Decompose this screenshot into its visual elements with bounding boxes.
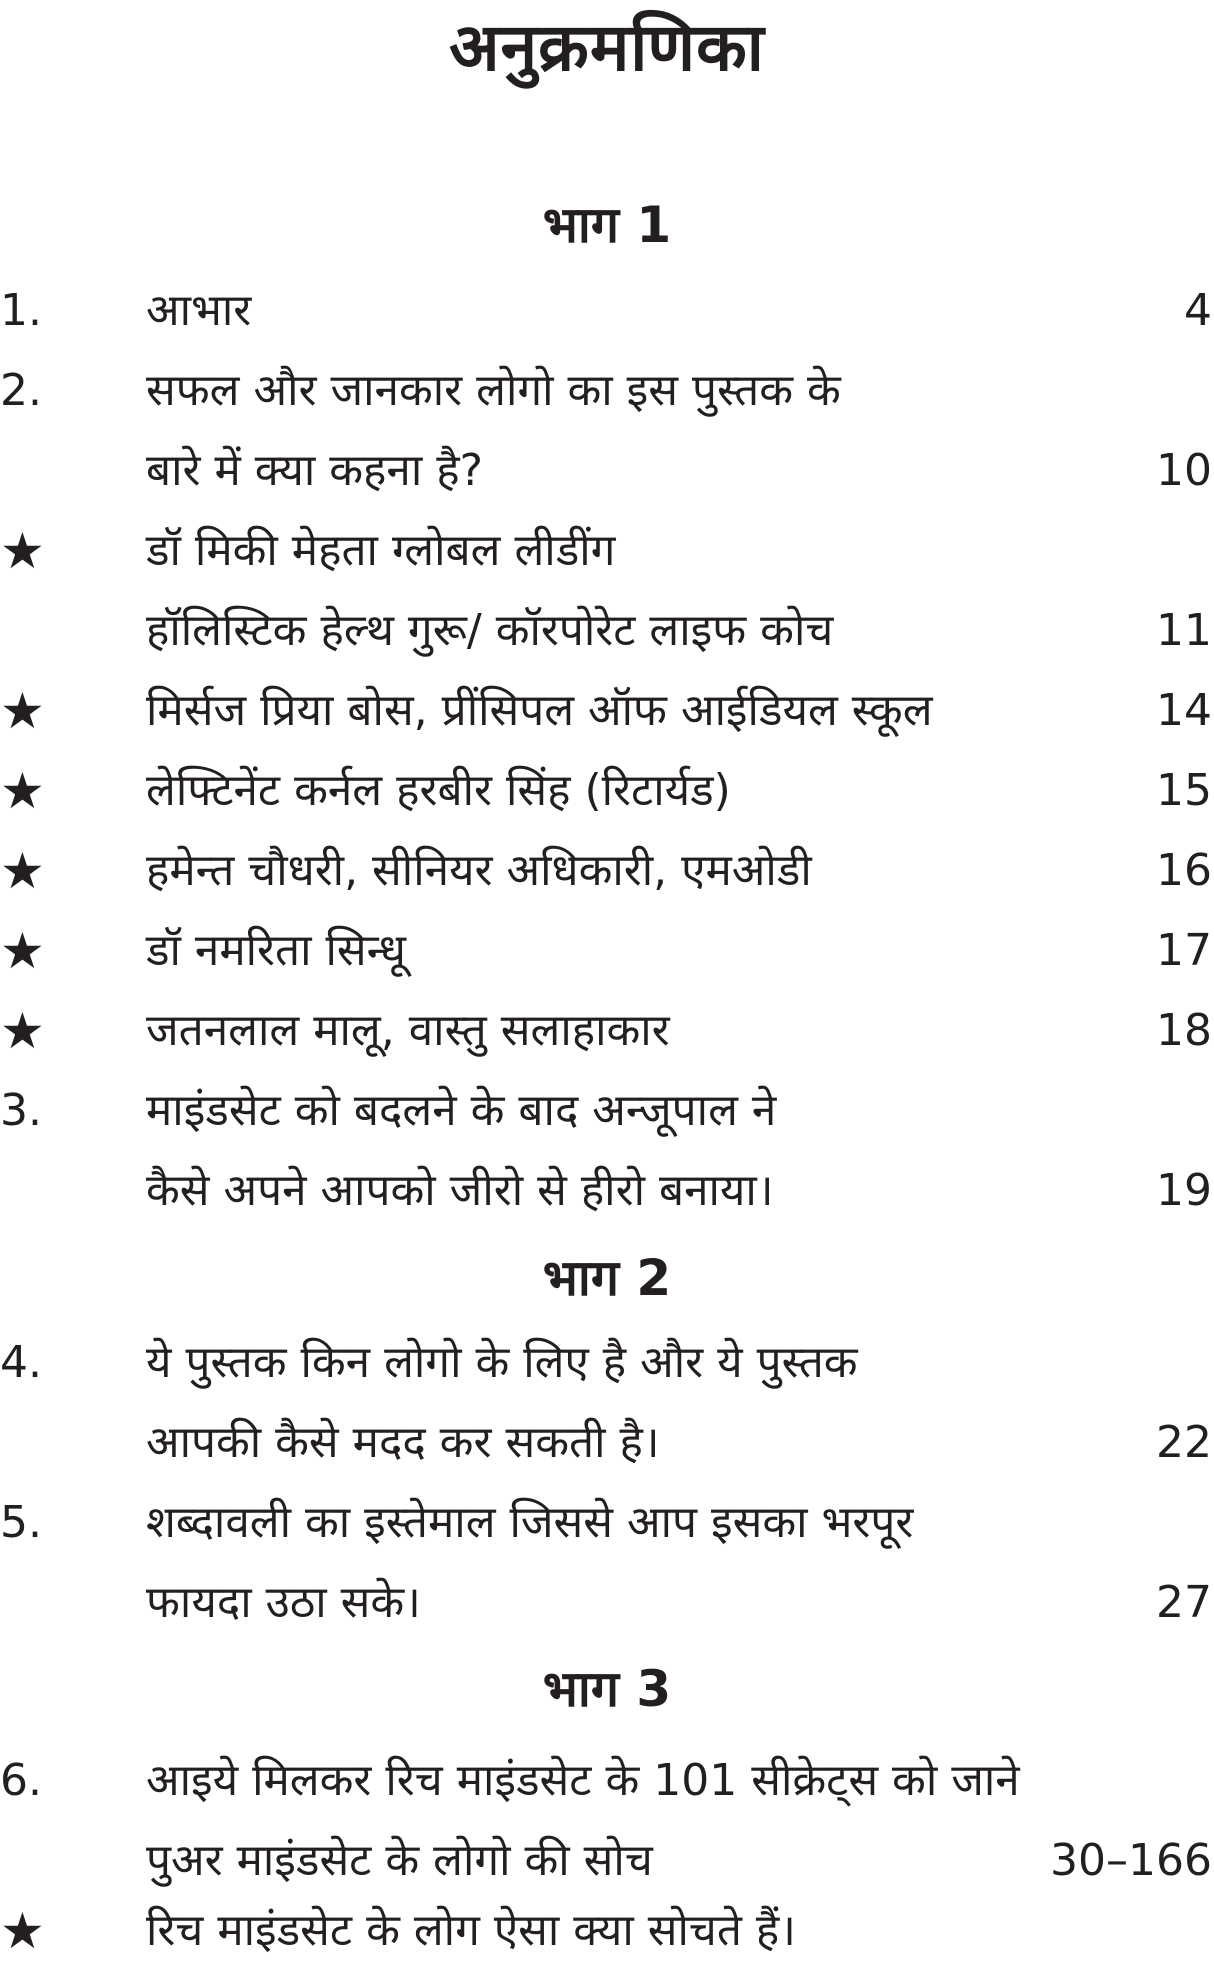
entry-number: 6. <box>0 1755 42 1806</box>
part-heading: भाग 3 <box>542 1660 672 1718</box>
entry-title: फायदा उठा सके। <box>146 1577 421 1628</box>
entry-title: हमेन्त चौधरी, सीनियर अधिकारी, एमओडी <box>146 845 812 896</box>
entry-title: माइंडसेट को बदलने के बाद अन्जूपाल ने <box>146 1085 777 1136</box>
star-icon: ★ <box>0 1002 45 1060</box>
entry-page-number: 4 <box>1184 285 1212 336</box>
entry-page-number: 22 <box>1156 1417 1212 1468</box>
entry-page-number: 14 <box>1156 685 1212 736</box>
star-icon: ★ <box>0 1902 45 1960</box>
entry-title: डॉ मिकी मेहता ग्लोबल लीडींग <box>146 525 616 576</box>
entry-title: डॉ नमरिता सिन्धू <box>146 925 406 976</box>
entry-title: बारे में क्या कहना है? <box>146 445 483 496</box>
toc-entry-continuation[interactable] <box>0 432 1214 510</box>
entry-title: आइये मिलकर रिच माइंडसेट के 101 सीक्रेट्स को जाने <box>146 1755 1020 1806</box>
entry-page-number: 11 <box>1156 605 1212 656</box>
part-heading: भाग 1 <box>542 196 672 254</box>
page-title: अनुक्रमणिका <box>449 9 765 86</box>
entry-page-number: 27 <box>1156 1577 1212 1628</box>
entry-page-number: 17 <box>1156 925 1212 976</box>
toc-entry[interactable] <box>0 1892 1214 1970</box>
entry-title: शब्दावली का इस्तेमाल जिससे आप इसका भरपूर <box>146 1497 914 1548</box>
entry-title: सफल और जानकार लोगो का इस पुस्तक के <box>146 365 841 416</box>
toc-entry[interactable] <box>0 912 1214 990</box>
star-icon: ★ <box>0 762 45 820</box>
toc-entry[interactable] <box>0 1324 1214 1402</box>
part-heading: भाग 2 <box>542 1249 672 1307</box>
entry-number: 2. <box>0 365 42 416</box>
toc-entry-continuation[interactable] <box>0 1822 1214 1900</box>
toc-entry[interactable] <box>0 832 1214 910</box>
toc-entry-continuation[interactable] <box>0 1152 1214 1230</box>
entry-title: जतनलाल मालू, वास्तु सलाहाकार <box>146 1005 670 1056</box>
entry-page-number: 16 <box>1156 845 1212 896</box>
entry-number: 5. <box>0 1497 42 1548</box>
entry-page-number: 30–166 <box>1050 1835 1212 1886</box>
toc-entry-continuation[interactable] <box>0 1404 1214 1482</box>
toc-entry[interactable] <box>0 352 1214 430</box>
toc-entry[interactable] <box>0 1072 1214 1150</box>
entry-page-number: 18 <box>1156 1005 1212 1056</box>
entry-title: आभार <box>146 285 252 336</box>
toc-entry[interactable] <box>0 992 1214 1070</box>
star-icon: ★ <box>0 922 45 980</box>
star-icon: ★ <box>0 682 45 740</box>
toc-entry[interactable] <box>0 1742 1214 1820</box>
entry-title: मिर्सज प्रिया बोस, प्रींसिपल ऑफ आईडियल स्कूल <box>146 685 933 736</box>
entry-page-number: 19 <box>1156 1165 1212 1216</box>
star-icon: ★ <box>0 522 45 580</box>
toc-entry-continuation[interactable] <box>0 592 1214 670</box>
entry-page-number: 10 <box>1156 445 1212 496</box>
entry-title: लेफ्टिनेंट कर्नल हरबीर सिंह (रिटार्यड) <box>146 765 731 816</box>
entry-title: ये पुस्तक किन लोगो के लिए है और ये पुस्तक <box>146 1337 858 1388</box>
toc-entry[interactable] <box>0 672 1214 750</box>
star-icon: ★ <box>0 842 45 900</box>
toc-entry[interactable] <box>0 752 1214 830</box>
toc-entry[interactable] <box>0 272 1214 350</box>
toc-entry[interactable] <box>0 1484 1214 1562</box>
toc-entry[interactable] <box>0 512 1214 590</box>
entry-title: आपकी कैसे मदद कर सकती है। <box>146 1417 660 1468</box>
entry-title: रिच माइंडसेट के लोग ऐसा क्या सोचते हैं। <box>146 1905 796 1956</box>
entry-number: 4. <box>0 1337 42 1388</box>
entry-number: 3. <box>0 1085 42 1136</box>
entry-title: कैसे अपने आपको जीरो से हीरो बनाया। <box>146 1165 774 1216</box>
toc-entry-continuation[interactable] <box>0 1564 1214 1642</box>
entry-title: हॉलिस्टिक हेल्थ गुरू/ कॉरपोरेट लाइफ कोच <box>146 605 834 656</box>
entry-title: पुअर माइंडसेट के लोगो की सोच <box>146 1835 653 1886</box>
entry-page-number: 15 <box>1156 765 1212 816</box>
entry-number: 1. <box>0 285 42 336</box>
